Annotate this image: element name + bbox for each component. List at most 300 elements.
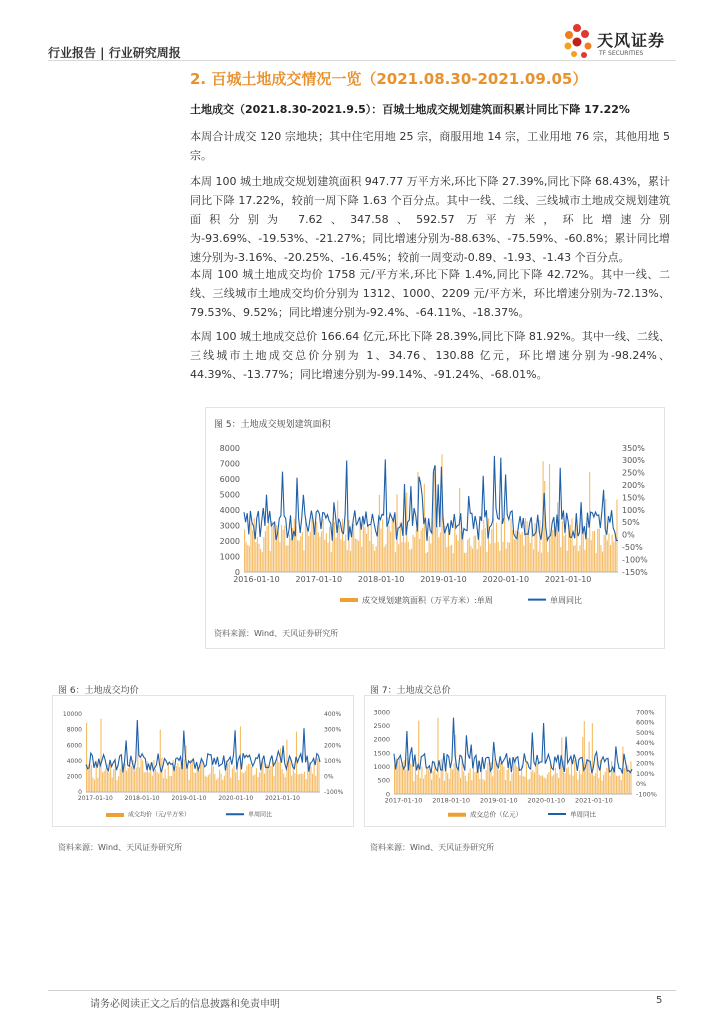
area-bar — [533, 549, 534, 572]
area-bar — [289, 535, 290, 572]
area-bar — [353, 524, 354, 572]
area-bar — [536, 763, 537, 794]
area-bar — [334, 522, 335, 572]
area-bar — [460, 778, 461, 794]
area-bar — [475, 536, 476, 572]
area-bar — [512, 530, 513, 572]
area-bar — [298, 774, 299, 792]
area-bar — [158, 774, 159, 792]
area-bar — [629, 771, 630, 794]
left-axis-tick: 6000 — [66, 742, 82, 750]
area-bar — [420, 778, 421, 794]
area-bar — [91, 765, 92, 792]
area-bar — [507, 770, 508, 794]
area-bar — [302, 532, 303, 572]
area-bar — [294, 519, 295, 572]
area-bar — [452, 769, 453, 794]
area-bar — [229, 761, 230, 792]
area-bar — [399, 758, 400, 794]
area-bar — [166, 779, 167, 792]
area-bar — [541, 553, 542, 572]
right-axis-tick: 0% — [324, 773, 334, 781]
left-axis-tick: 7000 — [219, 459, 240, 469]
area-bar — [405, 770, 406, 794]
area-bar — [488, 519, 489, 572]
right-axis-tick: 150% — [622, 493, 645, 503]
left-axis-tick: 5000 — [219, 490, 240, 500]
area-bar — [501, 521, 502, 572]
area-bar — [219, 770, 220, 792]
area-bar — [319, 537, 320, 572]
area-bar — [197, 767, 198, 792]
area-bar — [283, 530, 284, 572]
area-bar — [438, 537, 439, 572]
area-bar — [94, 780, 95, 792]
area-bar — [583, 528, 584, 572]
area-bar — [238, 780, 239, 792]
area-bar — [471, 780, 472, 794]
area-bar — [251, 767, 252, 792]
area-bar — [500, 763, 501, 794]
area-bar — [409, 550, 410, 572]
area-bar — [276, 525, 277, 572]
area-bar — [259, 773, 260, 792]
figure-6-chart — [52, 700, 352, 825]
area-bar — [616, 776, 617, 794]
area-bar — [547, 552, 548, 572]
area-bar — [288, 761, 289, 792]
area-bar — [382, 519, 383, 572]
area-bar — [291, 776, 292, 792]
area-bar — [592, 723, 593, 794]
area-bar — [380, 529, 381, 572]
area-bar — [326, 533, 327, 572]
x-axis-tick: 2018-01-10 — [357, 575, 405, 584]
area-bar — [273, 524, 274, 572]
logo-name: 天风证券 — [597, 31, 666, 50]
area-bar — [486, 552, 487, 572]
area-bar — [265, 531, 266, 572]
area-bar — [553, 775, 554, 794]
area-bar — [152, 776, 153, 792]
area-bar — [284, 526, 285, 572]
area-bar — [457, 767, 458, 794]
area-bar — [451, 545, 452, 572]
area-bar — [523, 776, 524, 794]
area-bar — [459, 488, 460, 572]
area-bar — [304, 772, 305, 792]
area-bar — [364, 527, 365, 572]
right-axis-tick: 200% — [324, 742, 342, 750]
area-bar — [140, 758, 141, 792]
x-axis-tick: 2018-01-10 — [432, 796, 471, 805]
area-bar — [490, 762, 491, 794]
left-axis-tick: 1000 — [219, 552, 240, 562]
area-bar — [587, 759, 588, 794]
area-bar — [291, 538, 292, 572]
area-bar — [464, 553, 465, 572]
area-bar — [89, 768, 90, 792]
company-logo — [562, 20, 692, 64]
x-axis-tick: 2017-01-10 — [384, 796, 423, 805]
area-bar — [317, 758, 318, 792]
left-axis-tick: 6000 — [219, 474, 240, 484]
area-bar — [285, 777, 286, 792]
area-bar — [606, 768, 607, 794]
area-bar — [468, 773, 469, 794]
area-bar — [243, 773, 244, 792]
area-bar — [404, 760, 405, 794]
area-bar — [603, 775, 604, 794]
area-bar — [92, 777, 93, 792]
area-bar — [456, 535, 457, 572]
figure-5-source: 资料来源：Wind、天风证券研究所 — [214, 629, 339, 638]
area-bar — [307, 528, 308, 572]
area-bar — [184, 759, 185, 792]
right-axis-tick: 700% — [636, 708, 655, 717]
area-bar — [211, 763, 212, 792]
area-bar — [510, 781, 511, 794]
area-bar — [97, 778, 98, 792]
right-axis-tick: 600% — [636, 718, 655, 727]
right-axis-tick: -100% — [324, 789, 344, 797]
area-bar — [306, 779, 307, 792]
area-bar — [474, 772, 475, 794]
area-bar — [424, 484, 425, 572]
area-bar — [144, 772, 145, 792]
area-bar — [604, 535, 605, 572]
area-bar — [630, 761, 631, 794]
area-bar — [444, 781, 445, 794]
left-axis-tick: 3000 — [219, 521, 240, 531]
area-bar — [595, 773, 596, 794]
area-bar — [428, 769, 429, 794]
area-bar — [462, 536, 463, 572]
area-bar — [363, 521, 364, 572]
legend-label-line: 单周同比 — [248, 811, 273, 819]
area-bar — [527, 780, 528, 794]
area-bar — [578, 551, 579, 572]
area-bar — [112, 777, 113, 792]
area-bar — [502, 764, 503, 794]
area-bar — [520, 534, 521, 572]
area-bar — [142, 761, 143, 792]
figure-5-title: 图 5：土地成交规划建筑面积 — [214, 420, 331, 430]
area-bar — [281, 525, 282, 572]
breadcrumb: 行业报告 | 行业研究周报 — [48, 46, 181, 60]
area-bar — [412, 765, 413, 794]
area-bar — [221, 774, 222, 792]
area-bar — [425, 775, 426, 794]
area-bar — [528, 531, 529, 572]
right-axis-tick: 100% — [636, 769, 655, 778]
area-bar — [624, 768, 625, 794]
area-bar — [248, 764, 249, 792]
area-bar — [592, 531, 593, 572]
area-bar — [470, 546, 471, 572]
area-bar — [548, 772, 549, 794]
area-bar — [534, 772, 535, 794]
area-bar — [232, 769, 233, 792]
area-bar — [324, 540, 325, 572]
area-bar — [361, 547, 362, 572]
area-bar — [388, 526, 389, 572]
area-bar — [519, 775, 520, 794]
area-bar — [163, 778, 164, 792]
area-bar — [189, 780, 190, 792]
logo-subtitle: TF SECURITIES — [599, 50, 644, 57]
area-bar — [555, 768, 556, 794]
area-bar — [605, 772, 606, 794]
paragraph-area: 本周 100 城土地成交规划建筑面积 947.77 万平方米,环比下降 27.39%,同比下降 68.43%，累计同比下降 17.22%，较前一周下降 1.63 个百分点。其中一线、二线、三线城市土地成交规划建筑面积分别为 7.62、347.58、592.57 万平方米，环比增速分别为-93.69%、-19.53%、-21.27%；同比增速分别为-88.63%、-75.59%、-60.8%；累计同比增速分别为-3.16%、-20.25%、-16.45%；较前一周变动-0.89、-1.93、-1.43 个百分点。 — [190, 175, 670, 264]
area-bar — [566, 768, 567, 794]
area-bar — [584, 550, 585, 572]
area-bar — [466, 781, 467, 794]
area-bar — [518, 532, 519, 572]
area-bar — [525, 518, 526, 572]
area-bar — [372, 544, 373, 572]
area-bar — [557, 502, 558, 572]
area-bar — [171, 776, 172, 792]
area-bar — [310, 532, 311, 572]
area-bar — [562, 521, 563, 572]
area-bar — [161, 758, 162, 792]
area-bar — [567, 551, 568, 572]
area-bar — [513, 761, 514, 794]
area-bar — [368, 526, 369, 572]
area-bar — [203, 766, 204, 792]
area-bar — [318, 532, 319, 572]
area-bar — [401, 542, 402, 572]
area-bar — [394, 765, 395, 794]
area-bar — [476, 771, 477, 794]
area-bar — [609, 776, 610, 794]
area-bar — [472, 549, 473, 572]
area-bar — [579, 545, 580, 572]
area-bar — [360, 522, 361, 572]
area-bar — [267, 765, 268, 792]
area-bar — [499, 770, 500, 794]
area-bar — [390, 532, 391, 572]
area-bar — [421, 530, 422, 572]
right-axis-tick: 400% — [636, 739, 655, 748]
figure-7-source: 资料来源：Wind、天风证券研究所 — [370, 843, 495, 852]
area-bar — [448, 529, 449, 572]
area-bar — [466, 553, 467, 572]
area-bar — [463, 771, 464, 794]
area-bar — [245, 771, 246, 792]
area-bar — [450, 767, 451, 794]
area-bar — [489, 768, 490, 794]
area-bar — [610, 545, 611, 572]
area-bar — [271, 521, 272, 572]
area-bar — [447, 773, 448, 794]
area-bar — [266, 526, 267, 572]
area-bar — [176, 766, 177, 792]
logo-mark-icon — [562, 22, 596, 62]
area-bar — [344, 541, 345, 572]
area-bar — [526, 761, 527, 794]
area-bar — [483, 520, 484, 572]
area-bar — [601, 781, 602, 794]
area-bar — [131, 766, 132, 792]
area-bar — [208, 775, 209, 792]
area-bar — [124, 764, 125, 792]
left-axis-tick: 4000 — [219, 505, 240, 515]
area-bar — [457, 540, 458, 572]
section-title: 2. 百城土地成交情况一览（2021.08.30-2021.09.05） — [190, 70, 588, 88]
area-bar — [347, 550, 348, 572]
right-axis-tick: 50% — [622, 518, 640, 528]
area-bar — [102, 772, 103, 792]
area-bar — [374, 551, 375, 572]
left-axis-tick: 500 — [377, 776, 390, 785]
area-bar — [187, 766, 188, 792]
figure-7-title: 图 7：土地成交总价 — [370, 686, 451, 696]
left-axis-tick: 10000 — [62, 711, 82, 719]
area-bar — [563, 536, 564, 572]
area-bar — [616, 499, 617, 572]
area-bar — [416, 530, 417, 572]
area-bar — [482, 779, 483, 794]
section-subhead: 土地成交（2021.8.30-2021.9.5）：百城土地成交规划建筑面积累计同比下降 17.22% — [190, 103, 630, 116]
area-bar — [104, 771, 105, 792]
area-bar — [568, 767, 569, 794]
area-bar — [305, 517, 306, 572]
area-bar — [516, 766, 517, 794]
area-bar — [193, 772, 194, 792]
area-bar — [400, 522, 401, 572]
area-bar — [493, 518, 494, 572]
area-bar — [558, 778, 559, 794]
area-bar — [421, 766, 422, 794]
right-axis-tick: 200% — [636, 759, 655, 768]
x-axis-tick: 2021-01-10 — [575, 796, 613, 805]
area-bar — [224, 776, 225, 792]
paragraph-price: 本周 100 城土地成交均价 1758 元/平方米,环比下降 1.4%,同比下降 42.72%。其中一线、二线、三线城市土地成交均价分别为 1312、1000、2209 元/平方米，环比增速分别为-72.13%、79.53%、9.52%；同比增速分别为-92.4%、-64.11%、-18.37%。 — [190, 268, 670, 319]
area-bar — [297, 540, 298, 572]
page-number: 5 — [656, 995, 663, 1006]
area-bar — [602, 552, 603, 572]
area-bar — [255, 542, 256, 572]
area-bar — [395, 552, 396, 572]
area-bar — [530, 543, 531, 572]
area-bar — [393, 517, 394, 572]
area-bar — [600, 545, 601, 572]
area-bar — [618, 776, 619, 794]
area-bar — [331, 552, 332, 572]
area-bar — [613, 770, 614, 794]
area-bar — [431, 780, 432, 794]
area-bar — [283, 774, 284, 792]
area-bar — [110, 763, 111, 792]
area-bar — [569, 775, 570, 794]
area-bar — [198, 770, 199, 792]
area-bar — [274, 776, 275, 792]
area-bar — [270, 551, 271, 572]
area-bar — [605, 499, 606, 572]
area-bar — [316, 522, 317, 572]
area-bar — [518, 767, 519, 794]
right-axis-tick: 100% — [324, 757, 342, 765]
area-bar — [574, 760, 575, 794]
area-bar — [454, 525, 455, 572]
area-bar — [481, 771, 482, 794]
area-bar — [440, 532, 441, 572]
area-bar — [157, 772, 158, 792]
area-bar — [264, 774, 265, 792]
area-bar — [539, 520, 540, 572]
area-bar — [508, 767, 509, 794]
left-axis-tick: 0 — [385, 790, 390, 799]
area-bar — [366, 534, 367, 572]
x-axis-tick: 2019-01-10 — [479, 796, 518, 805]
area-bar — [470, 768, 471, 794]
area-bar — [413, 781, 414, 794]
area-bar — [214, 774, 215, 792]
area-bar — [105, 768, 106, 792]
yoy-line — [86, 720, 320, 772]
area-bar — [417, 775, 418, 794]
area-bar — [484, 780, 485, 794]
area-bar — [290, 760, 291, 792]
legend-label-bar: 成交均价（元/平方米） — [128, 811, 191, 819]
left-axis-tick: 0 — [78, 789, 82, 797]
area-bar — [573, 546, 574, 572]
right-axis-tick: 350% — [622, 443, 645, 453]
area-bar — [205, 776, 206, 792]
area-bar — [275, 760, 276, 792]
area-bar — [86, 723, 87, 792]
right-axis-tick: -100% — [636, 790, 657, 799]
figure-6-source: 资料来源：Wind、天风证券研究所 — [58, 843, 183, 852]
area-bar — [398, 544, 399, 572]
legend-swatch-bar — [448, 813, 466, 817]
area-bar — [165, 769, 166, 792]
area-bar — [397, 761, 398, 794]
area-bar — [474, 536, 475, 572]
area-bar — [482, 530, 483, 572]
area-bar — [529, 779, 530, 794]
area-bar — [491, 529, 492, 572]
area-bar — [437, 718, 438, 794]
area-bar — [350, 551, 351, 572]
area-bar — [335, 538, 336, 572]
area-bar — [547, 774, 548, 794]
x-axis-tick: 2020-01-10 — [482, 575, 530, 584]
area-bar — [200, 765, 201, 792]
area-bar — [577, 780, 578, 794]
area-bar — [246, 542, 247, 572]
right-axis-tick: 100% — [622, 505, 645, 515]
area-bar — [410, 764, 411, 794]
legend-label-line: 单周同比 — [570, 810, 596, 819]
area-bar — [257, 777, 258, 792]
area-bar — [371, 525, 372, 572]
area-bar — [286, 546, 287, 572]
area-bar — [575, 545, 576, 572]
right-axis-tick: 400% — [324, 711, 342, 719]
area-bar — [411, 549, 412, 572]
area-bar — [241, 772, 242, 792]
area-bar — [429, 536, 430, 572]
area-bar — [430, 543, 431, 572]
area-bar — [206, 777, 207, 792]
area-bar — [498, 542, 499, 572]
area-bar — [315, 530, 316, 572]
area-bar — [425, 553, 426, 572]
area-bar — [339, 525, 340, 572]
